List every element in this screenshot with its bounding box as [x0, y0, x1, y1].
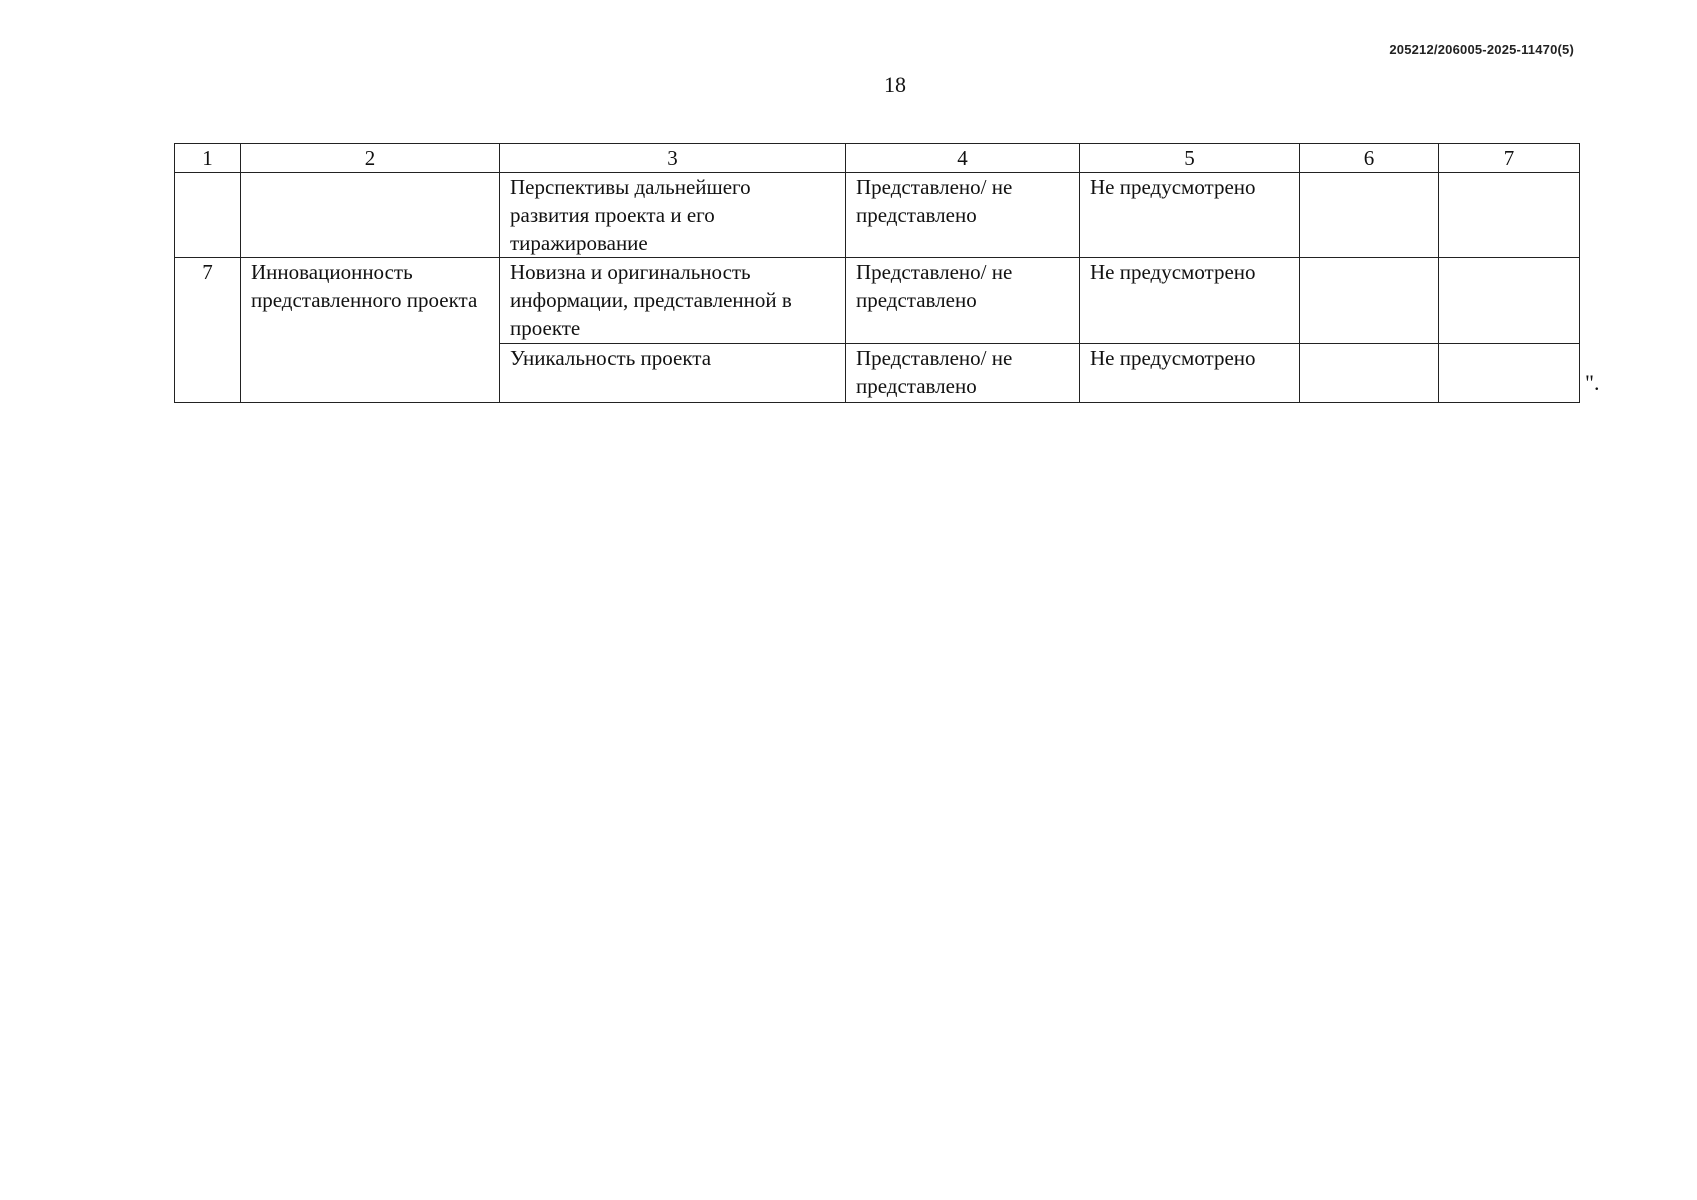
- row-number-cell: 7: [175, 258, 241, 403]
- column-number-5: 5: [1080, 144, 1300, 173]
- indicator-cell: Новизна и оригинальность информации, представленной в проекте: [500, 258, 846, 344]
- column-6-cell: [1300, 344, 1439, 403]
- column-number-6: 6: [1300, 144, 1439, 173]
- column-6-cell: [1300, 258, 1439, 344]
- indicator-cell: Уникальность проекта: [500, 344, 846, 403]
- column-6-cell: [1300, 173, 1439, 258]
- column-number-2: 2: [241, 144, 500, 173]
- points-cell: Не предусмотрено: [1080, 344, 1300, 403]
- assessment-cell: Представлено/ не представлено: [846, 173, 1080, 258]
- criterion-cell: Инновационность представленного проекта: [241, 258, 500, 403]
- column-7-cell: [1439, 258, 1580, 344]
- column-number-4: 4: [846, 144, 1080, 173]
- points-cell: Не предусмотрено: [1080, 173, 1300, 258]
- criteria-table: [174, 143, 1580, 403]
- column-7-cell: [1439, 173, 1580, 258]
- column-number-row: [175, 144, 1580, 173]
- table-row-perspectives: [175, 173, 1580, 258]
- row-number-cell: [175, 173, 241, 258]
- column-number-1: 1: [175, 144, 241, 173]
- column-number-7: 7: [1439, 144, 1580, 173]
- table-row-novelty: [175, 258, 1580, 344]
- column-7-cell: [1439, 344, 1580, 403]
- closing-quote-mark: ".: [1585, 370, 1600, 395]
- points-cell: Не предусмотрено: [1080, 258, 1300, 344]
- assessment-cell: Представлено/ не представлено: [846, 344, 1080, 403]
- criterion-cell: [241, 173, 500, 258]
- assessment-cell: Представлено/ не представлено: [846, 258, 1080, 344]
- column-number-3: 3: [500, 144, 846, 173]
- page-number: 18: [884, 72, 906, 97]
- document-id: 205212/206005-2025-11470(5): [1389, 42, 1574, 57]
- indicator-cell: Перспективы дальнейшего развития проекта и его тиражирование: [500, 173, 846, 258]
